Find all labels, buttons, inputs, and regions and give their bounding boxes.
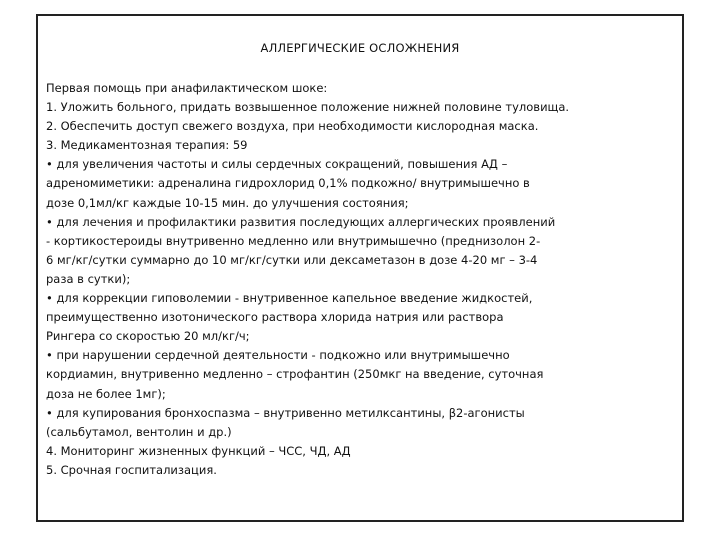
text-line: • для увеличения частоты и силы сердечных сокращений, повышения АД – bbox=[46, 157, 508, 172]
text-line: Первая помощь при анафилактическом шоке: bbox=[46, 81, 328, 95]
text-line: 2. Обеспечить доступ свежего воздуха, при необходимости кислородная маска. bbox=[46, 119, 539, 134]
text-line: 6 мг/кг/сутки суммарно до 10 мг/кг/сутки или дексаметазон в дозе 4-20 мг – 3-4 bbox=[46, 252, 538, 267]
text-line: 4. Мониторинг жизненных функций – ЧСС, ЧД, АД bbox=[46, 443, 351, 458]
slide-frame bbox=[36, 14, 684, 522]
slide-title: АЛЛЕРГИЧЕСКИЕ ОСЛОЖНЕНИЯ bbox=[260, 41, 460, 55]
text-line: 3. Медикаментозная терапия: 59 bbox=[46, 138, 248, 153]
text-line: • для купирования бронхоспазма – внутривенно метилксантины, β2-агонисты bbox=[46, 405, 525, 420]
text-line: доза не более 1мг); bbox=[46, 386, 166, 401]
text-line: 5. Срочная госпитализация. bbox=[46, 462, 217, 477]
text-line: раза в сутки); bbox=[46, 271, 131, 286]
text-line: Рингера со скоростью 20 мл/кг/ч; bbox=[46, 329, 250, 344]
text-line: дозе 0,1мл/кг каждые 10-15 мин. до улучшения состояния; bbox=[46, 195, 409, 210]
text-line: • для коррекции гиповолемии - внутривенное капельное введение жидкостей, bbox=[46, 291, 533, 306]
text-line: - кортикостероиды внутривенно медленно или внутримышечно (преднизолон 2- bbox=[46, 233, 541, 248]
text-line: кордиамин, внутривенно медленно – строфантин (250мкг на введение, суточная bbox=[46, 367, 544, 382]
text-line: 1. Уложить больного, придать возвышенное положение нижней половине туловища. bbox=[46, 100, 570, 115]
text-line: • для лечения и профилактики развития последующих аллергических проявлений bbox=[46, 214, 556, 229]
text-line: • при нарушении сердечной деятельности - подкожно или внутримышечно bbox=[46, 348, 510, 363]
slide-body bbox=[46, 79, 678, 480]
text-line: адреномиметики: адреналина гидрохлорид 0,1% подкожно/ внутримышечно в bbox=[46, 176, 530, 191]
text-line: преимущественно изотонического раствора хлорида натрия или раствора bbox=[46, 310, 504, 325]
text-line: (сальбутамол, вентолин и др.) bbox=[46, 424, 232, 439]
